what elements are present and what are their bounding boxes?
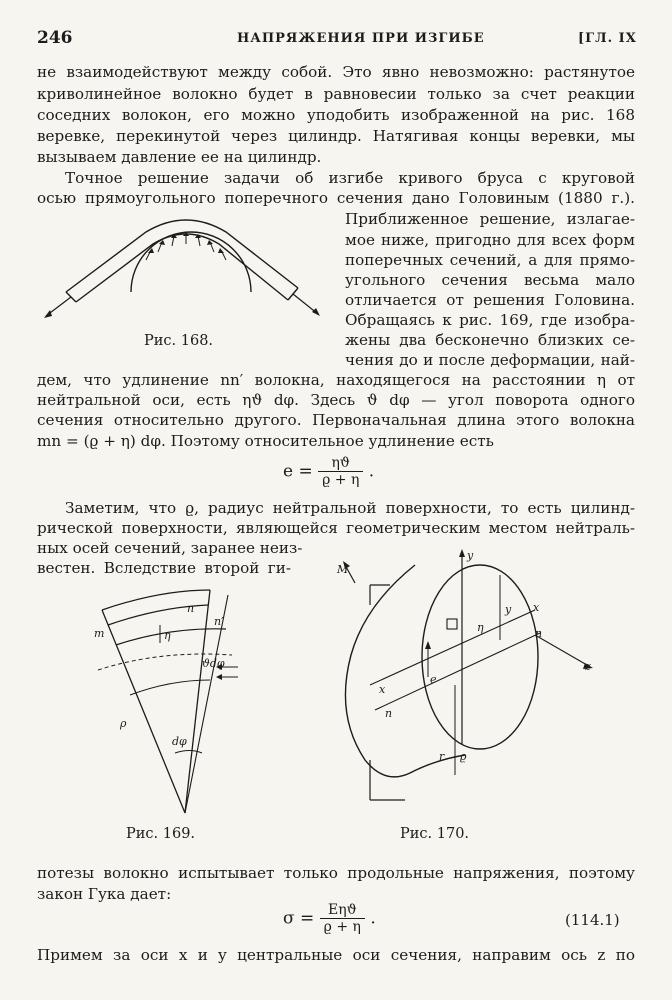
text-line: чения до и после деформации, най-	[345, 351, 635, 369]
text-line: Заметим, что ϱ, радиус нейтральной поверхности, то есть цилинд-	[65, 499, 635, 517]
equation-numerator: Eηϑ	[320, 902, 365, 919]
text-line: Приближенное решение, излагае-	[345, 210, 635, 228]
label-r: r	[439, 750, 445, 763]
running-title: НАПРЯЖЕНИЯ ПРИ ИЗГИБЕ	[237, 31, 485, 46]
label-rho: ρ	[120, 717, 127, 730]
equation-denominator: ϱ + η	[323, 919, 361, 935]
page-number: 246	[37, 28, 73, 48]
text-line: вызываем давление ее на цилиндр.	[37, 148, 322, 166]
text-line: mn = (ϱ + η) dφ. Поэтому относительное удлинение есть	[37, 432, 494, 450]
label-M: M	[337, 563, 349, 576]
equation-numerator: ηϑ	[318, 455, 363, 472]
text-line: мое ниже, пригодно для всех форм	[345, 231, 635, 249]
text-line: вестен. Вследствие второй ги-	[37, 559, 291, 577]
text-line: не взаимодействуют между собой. Это явно невозможно: растянутое	[37, 63, 635, 81]
equation-denominator: ϱ + η	[322, 472, 360, 488]
text-line: угольного сечения весьма мало	[345, 271, 635, 289]
label-y-axis: y	[467, 549, 474, 562]
figure-170	[315, 545, 645, 820]
figure-169-caption: Рис. 169.	[126, 826, 196, 842]
figure-168-caption: Рис. 168.	[144, 333, 214, 349]
label-y-small: y	[505, 603, 512, 616]
text-line: закон Гука дает:	[37, 885, 172, 903]
equation-fraction	[320, 902, 365, 935]
text-line: криволинейное волокно будет в равновесии только за счет реакции	[37, 85, 635, 103]
label-theta-dphi: ϑdφ	[202, 657, 225, 670]
label-dphi: dφ	[172, 735, 187, 748]
text-line: отличается от решения Головина.	[345, 291, 635, 309]
label-z: z	[585, 660, 591, 673]
equation-lhs: σ =	[283, 908, 315, 929]
text-line: Примем за оси x и y центральные оси сечения, направим ось z по	[37, 946, 635, 964]
label-n-lower: n	[385, 707, 393, 720]
equation-tail: .	[370, 908, 376, 929]
chapter-label: [ГЛ. IX	[578, 31, 637, 46]
label-n: n	[187, 602, 195, 615]
text-line: поперечных сечений, а для прямо-	[345, 251, 635, 269]
text-line: соседних волокон, его можно уподобить изображенной на рис. 168	[37, 106, 635, 124]
text-line: осью прямоугольного поперечного сечения дано Головиным (1880 г.).	[37, 189, 635, 207]
label-n-upper: n	[535, 627, 543, 640]
figure-169	[80, 585, 280, 820]
figure-168	[36, 210, 336, 340]
label-n-prime: n′	[214, 615, 224, 628]
text-line: веревке, перекинутой через цилиндр. Натягивая концы веревки, мы	[37, 127, 635, 145]
label-eta: η	[164, 629, 171, 642]
figure-170-caption: Рис. 170.	[400, 826, 470, 842]
equation-fraction	[318, 455, 363, 488]
equation-tail: .	[368, 461, 375, 482]
text-line: сечения относительно другого. Первоначальная длина этого волокна	[37, 411, 635, 429]
text-line: потезы волокно испытывает только продольные напряжения, поэтому	[37, 864, 635, 882]
text-line: Точное решение задачи об изгибе кривого бруса с круговой	[65, 169, 635, 187]
label-rho: ϱ	[460, 750, 467, 763]
label-m: m	[94, 627, 105, 640]
label-x-lower: x	[379, 683, 386, 696]
label-e: e	[430, 673, 437, 686]
text-line: нейтральной оси, есть ηϑ dφ. Здесь ϑ dφ — угол поворота одного	[37, 391, 635, 409]
label-eta: η	[477, 621, 484, 634]
equation-number: (114.1)	[565, 911, 620, 929]
text-line: Обращаясь к рис. 169, где изобра-	[345, 311, 635, 329]
text-line: жены два бесконечно близких се-	[345, 331, 635, 349]
label-x-upper: x	[533, 601, 540, 614]
equation-hooke	[283, 902, 376, 935]
text-line: рической поверхности, являющейся геометрическим местом нейтраль-	[37, 519, 635, 537]
text-line: ных осей сечений, заранее неиз-	[37, 539, 303, 557]
text-line: дем, что удлинение nn′ волокна, находящегося на расстоянии η от	[37, 371, 635, 389]
equation-lhs: e =	[283, 461, 313, 482]
equation-strain	[283, 455, 374, 488]
